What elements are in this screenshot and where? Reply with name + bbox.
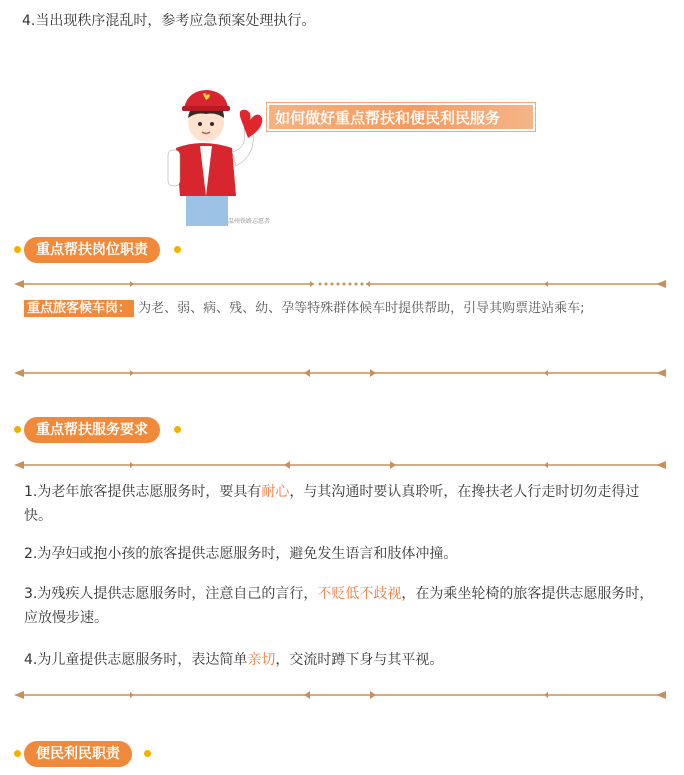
pill-dot-right: [144, 750, 151, 757]
section-title-3: 便民利民职责: [24, 741, 132, 767]
pill-dot-left: [14, 750, 21, 757]
highlight-text: 耐心: [261, 484, 290, 500]
ornament-divider: [14, 277, 666, 291]
banner: [166, 88, 546, 228]
highlight-text: 不贬低不歧视: [317, 586, 402, 602]
ornament-divider: [14, 366, 666, 380]
requirement-item-4: 4.为儿童提供志愿服务时，表达简单亲切，交流时蹲下身与其平视。: [24, 652, 444, 668]
highlight-text: 亲切: [247, 652, 276, 668]
watermark: 温州铁路志愿者: [228, 218, 271, 225]
requirement-item-3: 3.为残疾人提供志愿服务时，注意自己的言行，不贬低不歧视，在为乘坐轮椅的旅客提供志愿服务时，应放慢步速。: [24, 586, 654, 626]
requirement-item-2: 2.为孕妇或抱小孩的旅客提供志愿服务时，避免发生语言和肢体冲撞。: [24, 546, 458, 562]
post-label: 重点旅客候车岗：: [24, 300, 134, 317]
ornament-divider: [14, 458, 666, 472]
section-header-2: [14, 417, 194, 443]
post-text: 为老、弱、病、残、幼、孕等特殊群体候车时提供帮助，引导其购票进站乘车;: [138, 301, 585, 316]
volunteer-illustration: [166, 88, 276, 228]
pill-dot-right: [174, 246, 181, 253]
pill-dot-left: [14, 426, 21, 433]
pill-dot-left: [14, 246, 21, 253]
section-title-1: 重点帮扶岗位职责: [24, 237, 160, 263]
intro-text: 4.当出现秩序混乱时，参考应急预案处理执行。: [22, 13, 316, 29]
pill-dot-right: [174, 426, 181, 433]
section-header-1: [14, 237, 184, 263]
post-description: [24, 299, 664, 319]
banner-title: 如何做好重点帮扶和便民利民服务: [266, 102, 536, 132]
section-title-2: 重点帮扶服务要求: [24, 417, 160, 443]
ornament-divider: [14, 688, 666, 702]
requirement-item-1: 1.为老年旅客提供志愿服务时，要具有耐心，与其沟通时要认真聆听，在搀扶老人行走时切勿走得过快。: [24, 484, 640, 524]
section-header-3: [14, 741, 164, 767]
